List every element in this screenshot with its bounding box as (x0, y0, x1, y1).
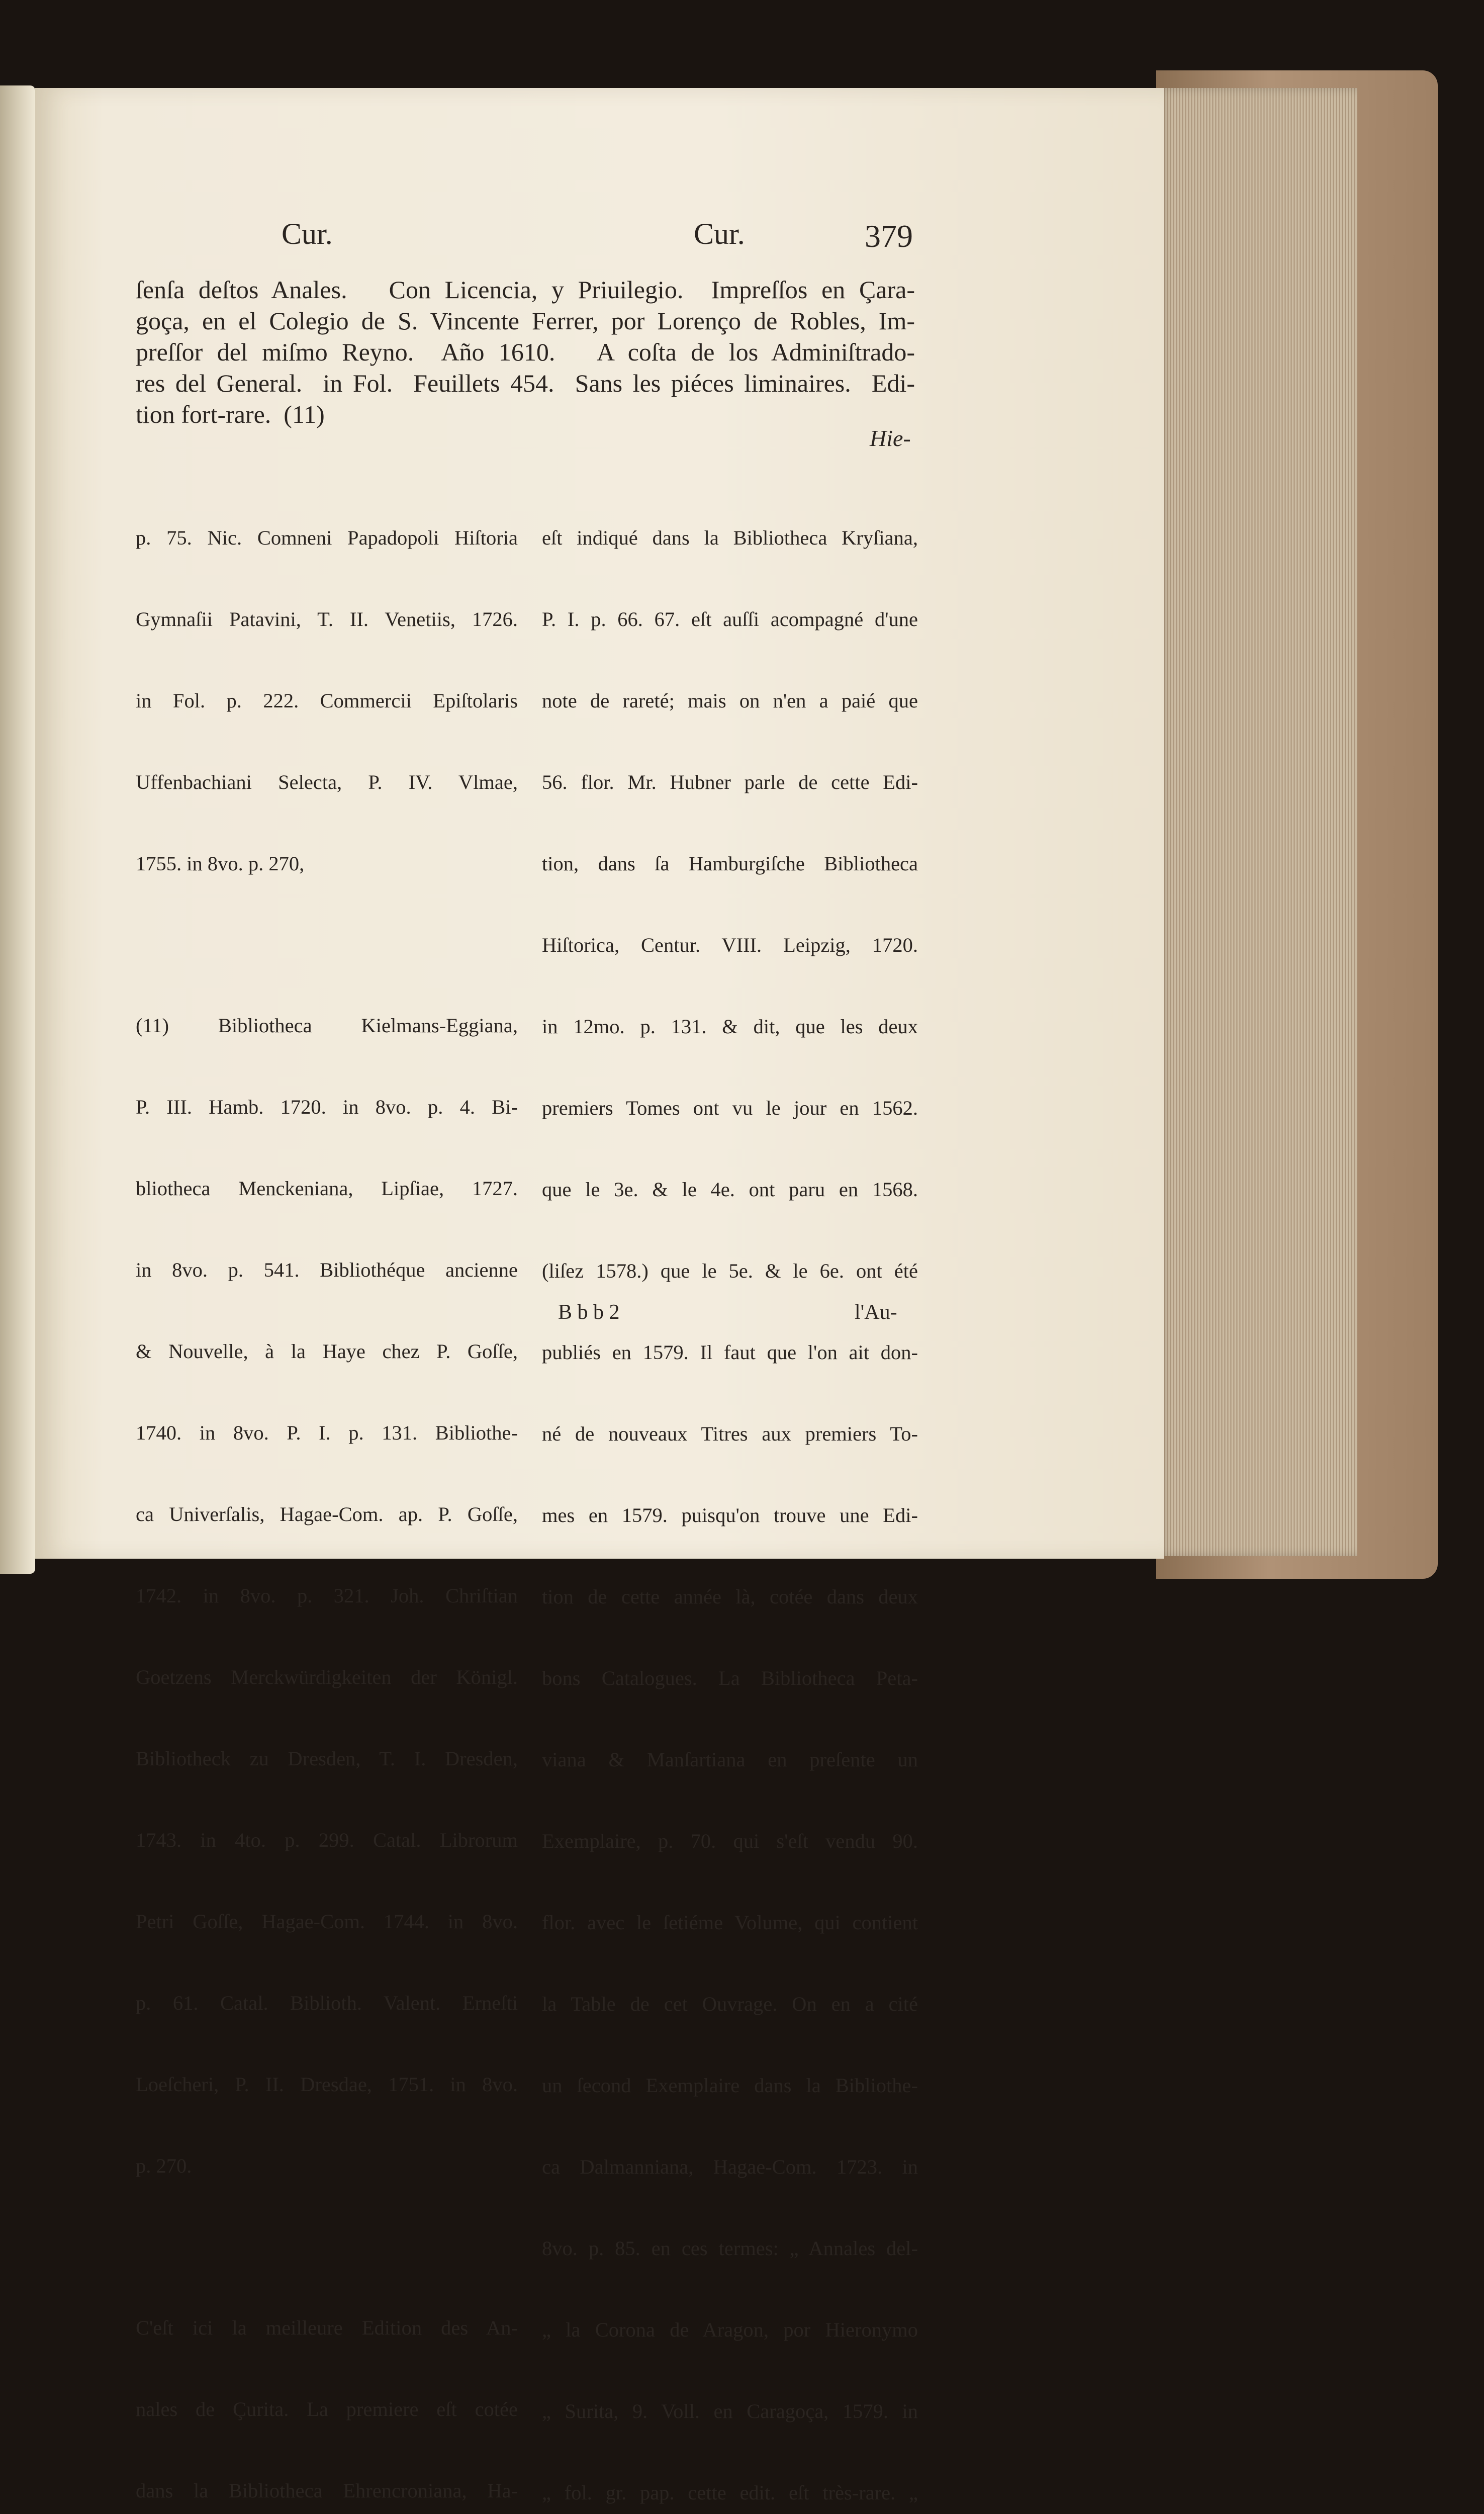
right-column (542, 470, 918, 2514)
page-edges (1156, 88, 1357, 1556)
left-line: P. III. Hamb. 1720. in 8vo. p. 4. Bi- (136, 1096, 518, 1118)
right-line: la Table de cet Ouvrage. On en a cité (542, 1993, 918, 2015)
left-line: Gymnaſii Patavini, T. II. Venetiis, 1726. (136, 608, 518, 631)
left-line: Petri Goſſe, Hagae-Com. 1744. in 8vo. (136, 1910, 518, 1933)
right-line: note de rareté; mais on n'en a paié que (542, 689, 918, 712)
left-line: dans la Bibliotheca Ehrencroniana, Ha- (136, 2479, 518, 2502)
left-line: 1742. in 8vo. p. 321. Joh. Chriſtian (136, 1584, 518, 1607)
full-width-line-5: tion fort-rare. (11) (136, 400, 325, 428)
right-line: ca Dalmanniana, Hagae-Com. 1723. in (542, 2156, 918, 2178)
right-line: P. I. p. 66. 67. eſt auſſi acompagné d'une (542, 608, 918, 631)
right-line: tion de cette année là, cotée dans deux (542, 1585, 918, 1608)
left-page-edge (0, 85, 35, 1574)
full-width-line-4: res del General. in Fol. Feuillets 454. Sans les piéces liminaires. Edi- (136, 369, 915, 397)
right-line: flor. avec le ſetiéme Volume, qui contient (542, 1911, 918, 1934)
running-head-left: Cur. (282, 217, 333, 250)
full-width-line-1: ſenſa deſtos Anales. Con Licencia, y Priuilegio. Impreſſos en Çara- (136, 276, 915, 304)
left-line: nales de Çurita. La premiere eſt cotée (136, 2398, 518, 2420)
left-line: p. 61. Catal. Biblioth. Valent. Erneſti (136, 1992, 518, 2014)
right-line: bons Catalogues. La Bibliotheca Peta- (542, 1667, 918, 1689)
left-line: p. 270. (136, 2154, 192, 2177)
right-line: que le 3e. & le 4e. ont paru en 1568. (542, 1178, 918, 1201)
left-line: 1743. in 4to. p. 299. Catal. Librorum (136, 1829, 518, 1851)
left-line: Uffenbachiani Selecta, P. IV. Vlmae, (136, 771, 518, 793)
left-line: 1740. in 8vo. P. I. p. 131. Bibliothe- (136, 1421, 518, 1444)
right-line: 8vo. p. 85. en ces termes: „ Annales del- (542, 2237, 918, 2260)
right-line: publiés en 1579. Il faut que l'on ait don- (542, 1341, 918, 1364)
right-line: eſt indiqué dans la Bibliotheca Kryſiana, (542, 526, 918, 549)
left-line: Goetzens Merckwürdigkeiten der Königl. (136, 1666, 518, 1688)
left-column (136, 470, 518, 2514)
right-line: „ Surita, 9. Voll. en Caragoça, 1579. in (542, 2400, 918, 2422)
right-line: (liſez 1578.) que le 5e. & le 6e. ont été (542, 1260, 918, 1282)
full-width-line-3: preſſor del miſmo Reyno. Año 1610. A coſta de los Adminiſtrado- (136, 338, 915, 366)
right-line: Exemplaire, p. 70. qui s'eſt vendu 90. (542, 1830, 918, 1852)
top-catchword: Hie- (870, 425, 911, 451)
full-width-line-2: goça, en el Colegio de S. Vincente Ferrer, por Lorenço de Robles, Im- (136, 307, 915, 335)
paragraph-gap (136, 932, 518, 958)
page-number: 379 (865, 218, 913, 254)
left-line: Loeſcheri, P. II. Dresdae, 1751. in 8vo. (136, 2073, 518, 2096)
right-line: tion, dans ſa Hamburgiſche Bibliotheca (542, 852, 918, 875)
left-line: bliotheca Menckeniana, Lipſiae, 1727. (136, 1177, 518, 1200)
left-line: in Fol. p. 222. Commercii Epiſtolaris (136, 689, 518, 712)
paragraph-gap (136, 2234, 518, 2260)
right-line: un ſecond Exemplaire dans la Bibliothe- (542, 2074, 918, 2097)
right-line: viana & Manſartiana en preſente un (542, 1748, 918, 1771)
left-line: p. 75. Nic. Comneni Papadopoli Hiſtoria (136, 526, 518, 549)
left-line: (11) Bibliotheca Kielmans-Eggiana, (136, 1014, 518, 1037)
left-line: 1755. in 8vo. p. 270, (136, 852, 305, 875)
running-head-center: Cur. (694, 217, 745, 250)
right-line: premiers Tomes ont vu le jour en 1562. (542, 1097, 918, 1119)
signature-mark: B b b 2 (558, 1301, 620, 1324)
right-line: 56. flor. Mr. Hubner parle de cette Edi- (542, 771, 918, 793)
left-line: C'eſt ici la meilleure Edition des An- (136, 2316, 518, 2339)
right-line: „ fol. gr. pap. cette edit. eſt très-rare. „ (542, 2481, 918, 2504)
bottom-catchword: l'Au- (855, 1301, 897, 1324)
left-line: Bibliotheck zu Dresden, T. I. Dresden, (136, 1747, 518, 1770)
right-line: mes en 1579. puisqu'on trouve une Edi- (542, 1504, 918, 1527)
right-line: né de nouveaux Titres aux premiers To- (542, 1422, 918, 1445)
left-line: in 8vo. p. 541. Bibliothéque ancienne (136, 1259, 518, 1281)
left-line: ca Univerſalis, Hagae-Com. ap. P. Goſſe, (136, 1503, 518, 1525)
left-line: & Nouvelle, à la Haye chez P. Goſſe, (136, 1340, 518, 1363)
right-line: in 12mo. p. 131. & dit, que les deux (542, 1015, 918, 1038)
right-line: Hiſtorica, Centur. VIII. Leipzig, 1720. (542, 934, 918, 956)
right-line: „ la Corona de Aragon, por Hieronymo (542, 2318, 918, 2341)
